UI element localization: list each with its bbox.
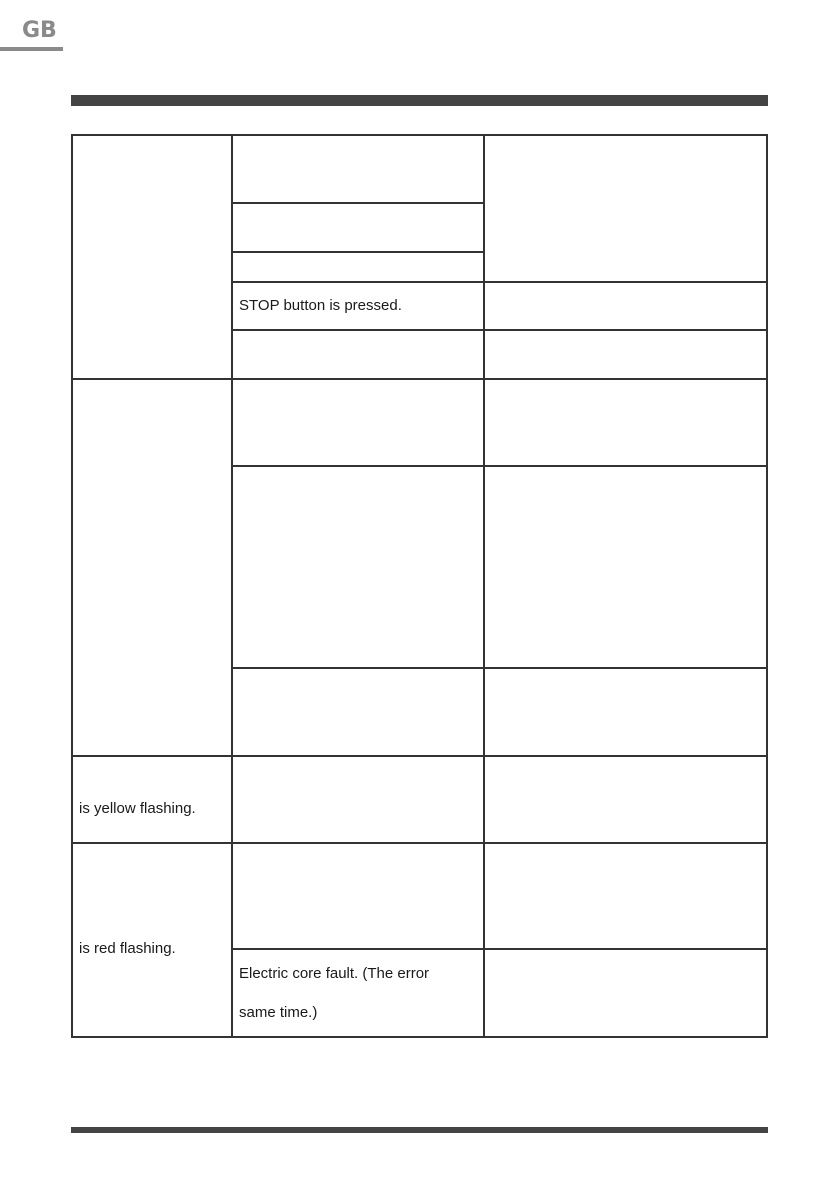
row-divider [71,755,768,757]
language-tab-underline [0,47,63,51]
cause-text: Electric core fault. (The error [239,965,430,982]
column-divider [483,134,485,1038]
column-divider [231,134,233,1038]
cell-divider [231,251,485,253]
row-divider [71,842,768,844]
footer-bar [71,1127,768,1133]
troubleshooting-table [71,134,768,1038]
cell-divider [231,948,768,950]
cell-divider [231,465,768,467]
cell-divider [231,202,485,204]
condition-text: is red flashing. [79,940,176,957]
cell-divider [231,667,768,669]
cell-divider [231,281,768,283]
cell-divider [231,329,768,331]
condition-text: is yellow flashing. [79,800,196,817]
header-bar [71,95,768,106]
cause-text: same time.) [239,1004,318,1021]
cause-text: STOP button is pressed. [239,297,402,314]
row-divider [71,378,768,380]
language-tab-label: GB [22,18,57,43]
